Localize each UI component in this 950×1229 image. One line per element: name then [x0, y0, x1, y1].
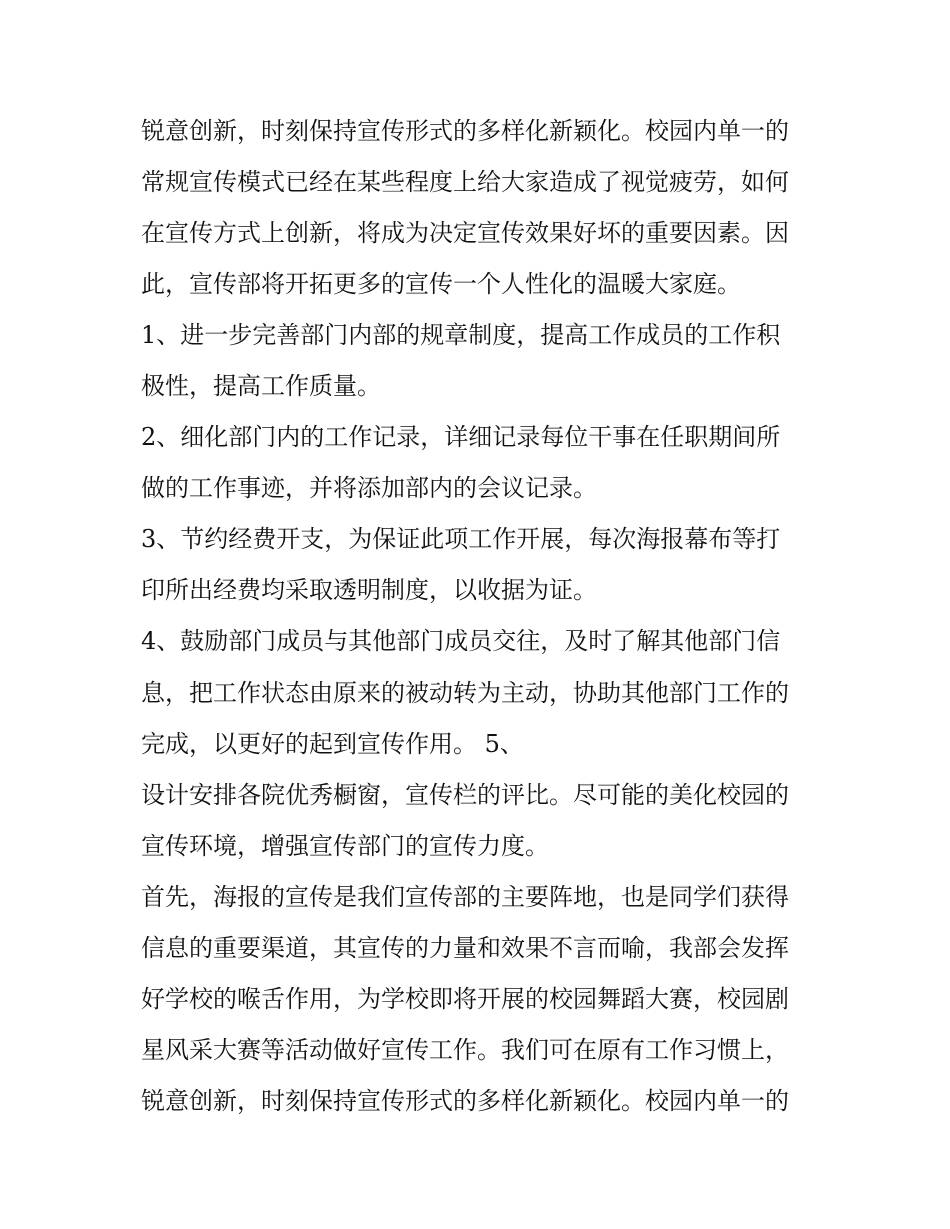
list-item-4-line: 完成，以更好的起到宣传作用。 5、 [141, 729, 524, 758]
list-item-2-line: 做的工作事迹，并将添加部内的会议记录。 [141, 474, 597, 503]
list-item-1-line: 极性，提高工作质量。 [141, 372, 381, 401]
document-body [141, 106, 813, 1127]
text-line: 此，宣传部将开拓更多的宣传一个人性化的温暖大家庭。 [141, 270, 741, 299]
list-item-2-line: 2、细化部门内的工作记录，详细记录每位干事在任职期间所 [141, 423, 781, 452]
list-item-3-line: 印所出经费均采取透明制度，以收据为证。 [141, 576, 597, 605]
text-line: 首先，海报的宣传是我们宣传部的主要阵地，也是同学们获得 [141, 882, 789, 911]
text-line: 好学校的喉舌作用，为学校即将开展的校园舞蹈大赛，校园剧 [141, 984, 789, 1013]
list-item-3-line: 3、节约经费开支，为保证此项工作开展，每次海报幕布等打 [141, 525, 781, 554]
text-line: 信息的重要渠道，其宣传的力量和效果不言而喻，我部会发挥 [141, 933, 789, 962]
list-item-4-line: 4、鼓励部门成员与其他部门成员交往，及时了解其他部门信 [141, 627, 781, 656]
text-line: 常规宣传模式已经在某些程度上给大家造成了视觉疲劳，如何 [141, 168, 789, 197]
text-line: 在宣传方式上创新，将成为决定宣传效果好坏的重要因素。因 [141, 219, 789, 248]
text-line: 星风采大赛等活动做好宣传工作。我们可在原有工作习惯上， [141, 1035, 789, 1064]
text-line: 锐意创新，时刻保持宣传形式的多样化新颖化。校园内单一的 [141, 1086, 789, 1115]
list-item-1-line: 1、进一步完善部门内部的规章制度，提高工作成员的工作积 [141, 321, 781, 350]
text-line: 锐意创新，时刻保持宣传形式的多样化新颖化。校园内单一的 [141, 117, 789, 145]
list-item-5-line: 宣传环境，增强宣传部门的宣传力度。 [141, 831, 549, 860]
list-item-5-line: 设计安排各院优秀橱窗，宣传栏的评比。尽可能的美化校园的 [141, 780, 789, 809]
list-item-4-line: 息，把工作状态由原来的被动转为主动，协助其他部门工作的 [141, 678, 789, 707]
